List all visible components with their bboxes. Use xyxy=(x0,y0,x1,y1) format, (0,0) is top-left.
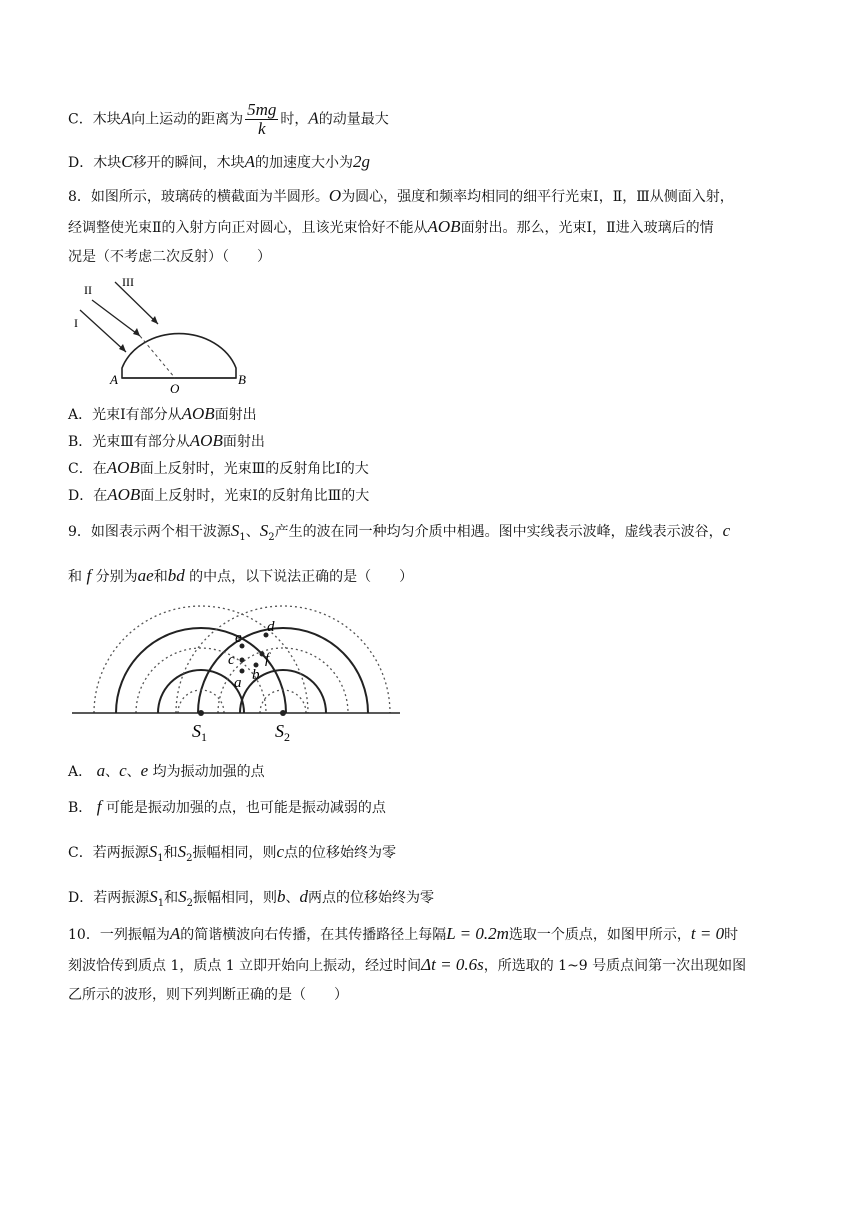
option-text: D．若两振源 xyxy=(68,890,150,906)
option-text: 的动量最大 xyxy=(318,111,389,128)
option-text: 面射出 xyxy=(222,434,265,450)
stem-text: ，所选取的 1~9 号质点间第一次出现如图 xyxy=(483,958,747,974)
math-var: c xyxy=(722,521,731,540)
option-text: 时， xyxy=(280,111,309,128)
q9-wave-interference-figure xyxy=(68,605,404,745)
dashed-path xyxy=(140,336,175,378)
q10-stem-line1 xyxy=(68,919,798,950)
math-var: AOB xyxy=(107,485,141,504)
label-c: c xyxy=(228,652,235,668)
math-var: S xyxy=(259,521,269,540)
option-text: C．木块 xyxy=(68,111,121,128)
option-text: 向上运动的距离为 xyxy=(131,111,244,128)
stem-text: 8．如图所示，玻璃砖的横截面为半圆形。 xyxy=(68,189,329,205)
math-var: d xyxy=(299,887,308,906)
math-var: A xyxy=(169,924,181,943)
math-var: C xyxy=(121,152,133,171)
stem-text: 产生的波在同一种均匀介质中相遇。图中实线表示波峰，虚线表示波谷， xyxy=(274,524,723,540)
point-a-dot xyxy=(240,669,245,674)
q10-stem-line3: 乙所示的波形，则下列判断正确的是（ ） xyxy=(68,987,348,1003)
label-O: O xyxy=(170,381,180,396)
q9-stem-line2 xyxy=(68,565,413,588)
stem-text: 刻波恰传到质点 1，质点 1 立即开始向上振动，经过时间 xyxy=(68,958,422,974)
option-text: 、 xyxy=(126,764,141,780)
math-var: S xyxy=(177,842,187,861)
option-text: 可能是振动加强的点，也可能是振动减弱的点 xyxy=(105,800,386,816)
math-var: A xyxy=(120,108,132,128)
option-text: C．若两振源 xyxy=(68,845,149,861)
math-expr: t = 0 xyxy=(690,924,725,943)
math-var: 2g xyxy=(352,152,370,171)
stem-text: 的中点，以下说法正确的是（ ） xyxy=(189,569,414,585)
q8-option-d xyxy=(68,484,369,507)
option-text: 两点的位移始终为零 xyxy=(307,890,434,906)
stem-text: 和 xyxy=(153,569,168,585)
stem-text: 的简谐横波向右传播，在其传播路径上每隔 xyxy=(180,927,447,943)
arrow-I xyxy=(119,344,126,352)
q8-stem-line1 xyxy=(68,181,798,212)
stem-text: 为圆心，强度和频率均相同的细平行光束Ⅰ，Ⅱ，Ⅲ从侧面入射， xyxy=(341,189,734,205)
math-var: AOB xyxy=(106,458,140,477)
option-text: D．在 xyxy=(68,488,108,504)
math-var: AOB xyxy=(189,431,223,450)
q9-option-d: D．若两振源$S_1$和$S_2$振幅相同，则b、d两点的位移始终为零 xyxy=(68,887,434,909)
point-c-dot xyxy=(240,658,245,663)
math-expr: Δt = 0.6s xyxy=(421,955,484,974)
label-B: B xyxy=(238,372,246,387)
ray-II xyxy=(92,300,140,336)
math-var: ae xyxy=(137,566,154,585)
stem-text: 9．如图表示两个相干波源 xyxy=(68,524,231,540)
math-var: AOB xyxy=(427,217,461,236)
q9-option-a xyxy=(68,760,265,783)
q9-option-b xyxy=(68,796,386,819)
math-var: S xyxy=(230,521,240,540)
semicircle-outline xyxy=(122,334,236,378)
trough-s1-r3 xyxy=(94,606,308,713)
q10-stem xyxy=(68,919,798,1010)
stem-text: 时 xyxy=(724,927,739,943)
math-var: f xyxy=(96,797,102,816)
trough-s1-r2 xyxy=(136,648,266,713)
fraction-denominator: k xyxy=(257,119,266,138)
q8-option-c xyxy=(68,457,369,480)
option-text: 和 xyxy=(163,845,178,861)
math-var: O xyxy=(328,186,342,205)
fraction-numerator: 5mg xyxy=(247,100,277,119)
label-d: d xyxy=(267,619,275,635)
point-f-dot xyxy=(260,652,265,657)
math-expr: L = 0.2m xyxy=(446,924,509,943)
option-text: A． xyxy=(68,764,93,780)
ray-I xyxy=(80,310,126,352)
option-text: 的加速度大小为 xyxy=(254,155,353,171)
label-A: A xyxy=(110,372,118,387)
math-var: A xyxy=(308,108,319,128)
math-var: b xyxy=(276,887,286,906)
stem-text: 选取一个质点，如图甲所示， xyxy=(508,927,691,943)
fraction xyxy=(245,101,278,138)
option-text: 点的位移始终为零 xyxy=(284,845,397,861)
label-b: b xyxy=(252,667,260,683)
math-var: bd xyxy=(167,566,185,585)
q8-stem-line2 xyxy=(68,212,798,243)
math-var: A xyxy=(244,152,255,171)
option-text: A．光束Ⅰ有部分从 xyxy=(68,407,182,423)
label-s1: $S_1$ xyxy=(192,721,207,744)
trough-s2-r3 xyxy=(176,606,390,713)
math-var: e xyxy=(140,761,149,780)
math-var: c xyxy=(119,761,127,780)
label-I: I xyxy=(74,316,78,330)
label-f: f xyxy=(265,651,270,667)
q9-option-c: C．若两振源$S_1$和$S_2$振幅相同，则c点的位移始终为零 xyxy=(68,842,397,864)
label-e: e xyxy=(235,630,242,646)
option-text: 面上反射时，光束Ⅰ的反射角比Ⅲ的大 xyxy=(140,488,370,504)
option-text: 均为振动加强的点 xyxy=(152,764,265,780)
label-a: a xyxy=(234,675,242,691)
q7-option-d xyxy=(68,151,370,174)
option-text: 振幅相同，则 xyxy=(192,845,277,861)
stem-text: 和 xyxy=(68,569,82,585)
math-var: c xyxy=(276,842,285,861)
option-text: 面上反射时，光束Ⅲ的反射角比Ⅰ的大 xyxy=(139,461,369,477)
option-text: B．光束Ⅲ有部分从 xyxy=(68,434,190,450)
q7-option-c xyxy=(68,101,389,138)
option-text: D．木块 xyxy=(68,155,122,171)
source-s1-dot xyxy=(198,710,204,716)
label-III: III xyxy=(122,275,134,289)
q8-option-a xyxy=(68,403,257,426)
stem-text: 分别为 xyxy=(95,569,138,585)
label-II: II xyxy=(84,283,92,297)
stem-text: 经调整使光束Ⅱ的入射方向正对圆心，且该光束恰好不能从 xyxy=(68,220,428,236)
option-text: C．在 xyxy=(68,461,107,477)
math-var: f xyxy=(86,566,92,585)
q8-stem xyxy=(68,181,798,272)
math-var: S xyxy=(148,842,158,861)
stem-text: 10．一列振幅为 xyxy=(68,927,170,943)
label-s2: $S_2$ xyxy=(275,721,290,744)
option-text: 和 xyxy=(164,890,179,906)
stem-text: 面射出。那么，光束Ⅰ，Ⅱ进入玻璃后的情 xyxy=(460,220,714,236)
option-text: B． xyxy=(68,800,93,816)
option-text: 振幅相同，则 xyxy=(192,890,277,906)
option-text: 移开的瞬间，木块 xyxy=(132,155,245,171)
q9-stem-line1: 9．如图表示两个相干波源$S_1$、$S_2$产生的波在同一种均匀介质中相遇。图中实线表示波峰，虚线表示波谷，c xyxy=(68,521,731,543)
option-text: 、 xyxy=(105,764,120,780)
q8-option-b xyxy=(68,430,265,453)
q8-stem-line3: 况是（不考虑二次反射）（ ） xyxy=(68,249,271,265)
option-text: 、 xyxy=(285,890,300,906)
math-var: a xyxy=(96,761,106,780)
source-s2-dot xyxy=(280,710,286,716)
arrow-III xyxy=(151,316,158,324)
option-text: 面射出 xyxy=(214,407,257,423)
stem-text: 、 xyxy=(245,524,260,540)
q10-stem-line2 xyxy=(68,950,798,981)
math-var: AOB xyxy=(181,404,215,423)
q8-semicircle-figure xyxy=(70,272,270,398)
math-var: S xyxy=(178,887,187,906)
math-var: S xyxy=(149,887,158,906)
